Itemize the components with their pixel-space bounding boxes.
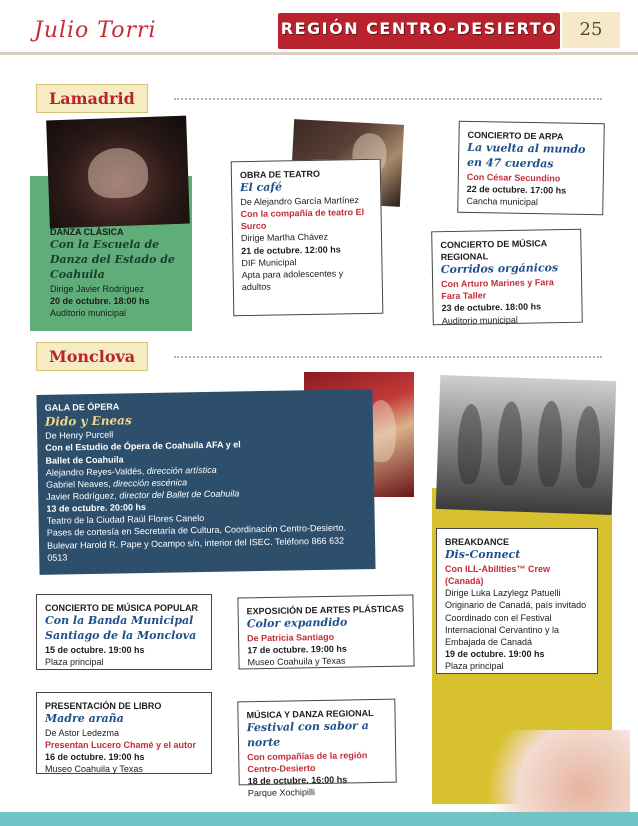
event-kicker: CONCIERTO DE MÚSICA REGIONAL [440,238,548,263]
event-detail: De Henry Purcell [45,429,114,442]
credit-role: director del Ballet de Coahuila [119,488,240,501]
credit-role: dirección escénica [112,477,188,489]
event-kicker: GALA DE ÓPERA [44,401,120,413]
event-venue: Auditorio municipal [441,314,518,326]
event-detail: De Alejandro García Martínez [240,195,360,208]
event-venue: Teatro de la Ciudad Raúl Flores Canelo [46,513,205,527]
event-date: 19 de octubre. 19:00 hs [445,648,545,659]
event-card-breakdance [436,528,598,674]
decorative-illustration [470,730,630,814]
event-kicker: EXPOSICIÓN DE ARTES PLÁSTICAS [246,603,404,617]
event-kicker: CONCIERTO DE MÚSICA POPULAR [45,603,199,613]
event-title: Dido y Eneas [44,413,132,429]
event-venue: Plaza principal [45,656,104,667]
photo-ballet-dancer [46,116,190,229]
event-date: 16 de octubre. 19:00 hs [45,752,145,763]
event-kicker: DANZA CLÁSICA [50,227,124,237]
event-card-plasticas [237,594,414,669]
event-kicker: OBRA DE TEATRO [239,168,320,181]
event-card-danza [44,222,190,328]
event-performer: Con compañías de la región Centro-Desierto [247,749,368,775]
event-artist: De Patricia Santiago [247,631,335,644]
event-kicker: BREAKDANCE [445,537,510,547]
event-date: 17 de octubre. 19:00 hs [247,643,347,656]
event-presenters: Presentan Lucero Chamé y el autor [45,740,197,751]
event-detail: Dirige Javier Rodríguez [50,283,145,294]
event-venue: Cancha municipal [466,195,539,208]
event-performer: Con César Secundino [466,171,561,184]
event-performer: Con ILL-Abilities™ Crew (Canadá) [445,563,551,587]
event-note: Apta para adolescentes y adultos [241,268,344,293]
event-date: 21 de octubre. 12:00 hs [241,243,341,256]
section-tag-lamadrid: Lamadrid [36,84,148,113]
event-title: Con la Banda Municipal Santiago de la Monclova [45,614,197,642]
event-card-libro [36,692,212,774]
event-card-corridos [431,229,583,326]
section-tag-monclova: Monclova [36,342,148,371]
credit-name: Alejandro Reyes-Valdés, [45,465,145,478]
event-venue: Plaza principal [445,661,504,672]
event-title: Con la Escuela de Danza del Estado de Coahuila [50,238,175,281]
event-kicker: CONCIERTO DE ARPA [467,129,564,142]
event-note: Coordinado con el Festival Internacional Cervantino y la Embajada de Canadá [445,612,560,647]
event-title: La vuelta al mundo en 47 cuerdas [466,141,586,171]
event-title: Dis-Connect [445,548,521,562]
event-kicker: MÚSICA Y DANZA REGIONAL [246,708,374,721]
event-title: Corridos orgánicos [440,261,559,277]
event-date: 13 de octubre. 20:00 hs [46,502,147,514]
event-venue: Parque Xochipilli [247,787,316,799]
event-title: El café [240,180,283,195]
event-title: Festival con sabor a norte [246,719,369,750]
footer-bar [0,812,638,826]
event-date: 15 de octubre. 19:00 hs [45,644,145,655]
event-card-opera [36,389,375,575]
event-venue: Museo Coahuila y Texas [45,764,143,775]
header-rule [0,52,638,55]
section-divider [174,356,602,358]
event-title: Color expandido [246,615,348,631]
event-card-popular [36,594,212,670]
page-number: 25 [579,19,603,40]
event-card-cafe [231,159,384,317]
event-venue: Museo Coahuila y Texas [247,655,346,668]
credit-role: dirección artística [146,464,217,476]
event-detail: De Astor Ledezma [45,727,120,738]
event-kicker: PRESENTACIÓN DE LIBRO [45,701,162,711]
credit-name: Javier Rodríguez, [46,490,117,502]
section-divider [174,98,602,100]
logo: Julio Torri [34,18,157,43]
event-venue: Auditorio municipal [50,307,127,318]
event-date: 20 de octubre. 18:00 hs [50,295,150,306]
event-card-arpa [457,121,605,216]
event-performer: Con Arturo Marines y Fara Fara Taller [441,277,554,302]
event-date: 22 de octubre. 17:00 hs [466,183,567,196]
event-company: Con el Estudio de Ópera de Coahuila AFA y el Ballet de Coahuila [45,439,241,466]
event-title: Madre araña [45,712,124,726]
event-note: Pases de cortesía en Secretaría de Cultura, Coordinación Centro-Desierto. Bulevar Harold R. Pape y Ocampo s/n, interior del ISEC. Teléfono 866 632 0513 [46,523,347,563]
region-title: REGIÓN CENTRO-DESIERTO [280,19,558,38]
photo-breakdance-crew [436,375,617,515]
event-date: 18 de octubre. 16:00 hs [247,774,348,787]
event-venue: DIF Municipal [241,256,297,268]
event-director: Dirige Luka Lazylegz Patuelli Originario de Canadá, país invitado [445,588,587,611]
event-card-regional [237,699,396,799]
event-company: Con la compañía de teatro El Surco [240,207,365,232]
event-director: Dirige Martha Chávez [240,232,329,244]
event-date: 23 de octubre. 18:00 hs [441,301,542,314]
credit-name: Gabriel Neaves, [45,478,111,490]
